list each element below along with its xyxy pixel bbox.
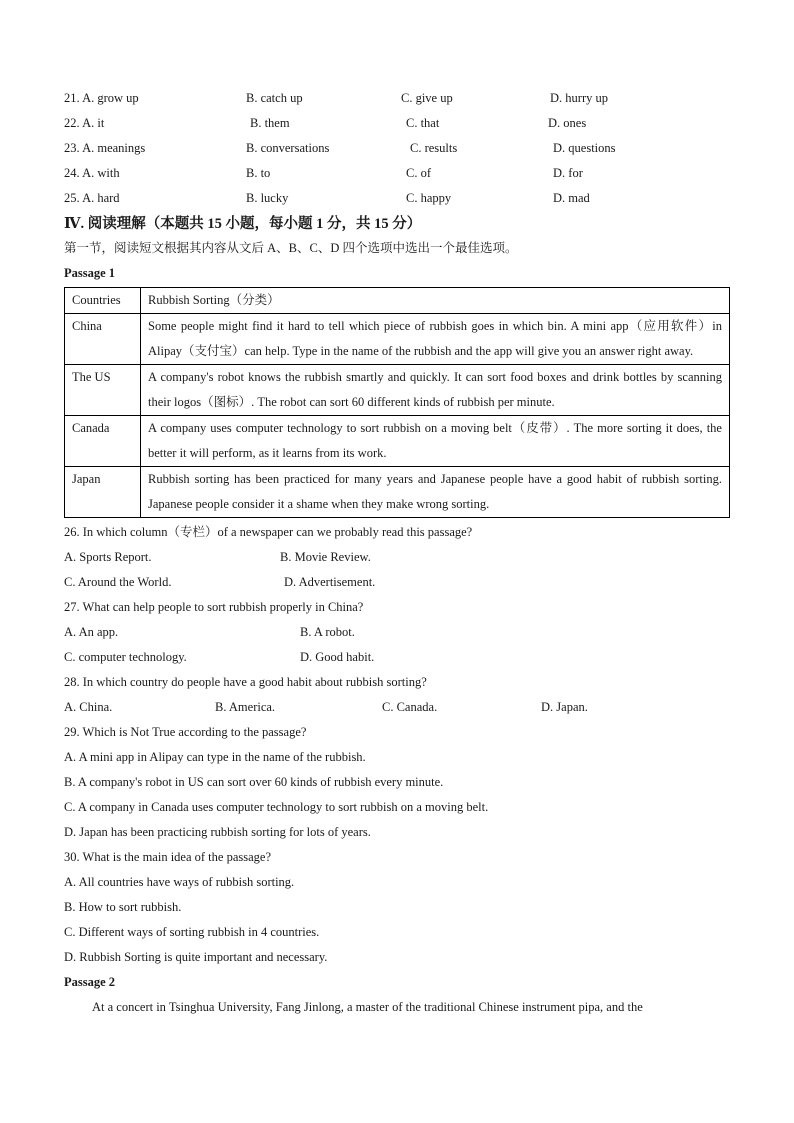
q29-option-c: C. A company in Canada uses computer technology to sort rubbish on a moving belt. — [64, 800, 489, 814]
q24-option-b: B. to — [246, 166, 271, 180]
question-21 — [64, 86, 730, 111]
q26-option-d: D. Advertisement. — [284, 575, 376, 589]
question-24 — [64, 161, 730, 186]
table-header-countries: Countries — [65, 288, 141, 314]
table-header-row — [65, 288, 730, 314]
question-28-stem: 28. In which country do people have a good habit about rubbish sorting? — [64, 675, 427, 689]
q27-option-d: D. Good habit. — [300, 650, 375, 664]
passage1-label: Passage 1 — [64, 266, 116, 280]
q28-option-a: A. China. — [64, 700, 113, 714]
question-27-stem: 27. What can help people to sort rubbish properly in China? — [64, 600, 364, 614]
question-25 — [64, 186, 730, 211]
q29-option-b: B. A company's robot in US can sort over 60 kinds of rubbish every minute. — [64, 775, 444, 789]
table-row — [65, 365, 730, 416]
q25-option-d: D. mad — [553, 191, 590, 205]
q26-option-a: A. Sports Report. — [64, 550, 152, 564]
q26-option-c: C. Around the World. — [64, 575, 172, 589]
rubbish-sorting-table — [64, 287, 730, 518]
table-cell-country: China — [65, 314, 141, 365]
question-28-options — [64, 695, 730, 720]
q24-option-c: C. of — [406, 166, 431, 180]
q25-option-c: C. happy — [406, 191, 452, 205]
question-23 — [64, 136, 730, 161]
section-title: Ⅳ. 阅读理解（本题共 15 小题，每小题 1 分，共 15 分） — [64, 216, 422, 232]
q30-option-b: B. How to sort rubbish. — [64, 900, 182, 914]
table-header-rubbish-sorting: Rubbish Sorting（分类） — [141, 288, 730, 314]
q28-option-d: D. Japan. — [541, 700, 588, 714]
table-row — [65, 467, 730, 518]
q30-option-d: D. Rubbish Sorting is quite important and necessary. — [64, 950, 328, 964]
q21-option-a: 21. A. grow up — [64, 91, 139, 105]
q21-option-d: D. hurry up — [550, 91, 608, 105]
q22-option-a: 22. A. it — [64, 116, 105, 130]
q28-option-b: B. America. — [215, 700, 276, 714]
question-27-options-ab — [64, 620, 730, 645]
passage2-text: At a concert in Tsinghua University, Fang Jinlong, a master of the traditional Chinese instrument pipa, and the — [92, 1000, 643, 1014]
q23-option-d: D. questions — [553, 141, 616, 155]
q25-option-a: 25. A. hard — [64, 191, 120, 205]
q24-option-d: D. for — [553, 166, 583, 180]
vocab-questions — [64, 86, 730, 211]
q23-option-a: 23. A. meanings — [64, 141, 146, 155]
q27-option-a: A. An app. — [64, 625, 119, 639]
q27-option-c: C. computer technology. — [64, 650, 187, 664]
q30-option-a: A. All countries have ways of rubbish sorting. — [64, 875, 295, 889]
table-row — [65, 416, 730, 467]
question-26-stem: 26. In which column（专栏）of a newspaper can we probably read this passage? — [64, 525, 473, 539]
q22-option-c: C. that — [406, 116, 440, 130]
q27-option-b: B. A robot. — [300, 625, 355, 639]
exam-page — [64, 86, 730, 1020]
table-cell-country: Canada — [65, 416, 141, 467]
q22-option-b: B. them — [250, 116, 290, 130]
q26-option-b: B. Movie Review. — [280, 550, 371, 564]
q29-option-a: A. A mini app in Alipay can type in the name of the rubbish. — [64, 750, 366, 764]
table-cell-text: Rubbish sorting has been practiced for many years and Japanese people have a good habit of rubbish sorting. Japanese people consider it a shame when they make wrong sorting. — [141, 467, 730, 518]
q21-option-c: C. give up — [401, 91, 453, 105]
table-cell-text: A company's robot knows the rubbish smartly and quickly. It can sort food boxes and drink bottles by scanning their logos（图标）. The robot can sort 60 different kinds of rubbish per minute. — [141, 365, 730, 416]
question-26-options-cd — [64, 570, 730, 595]
passage2-label: Passage 2 — [64, 975, 116, 989]
section-instruction: 第一节，阅读短文根据其内容从文后 A、B、C、D 四个选项中选出一个最佳选项。 — [64, 241, 518, 255]
q24-option-a: 24. A. with — [64, 166, 120, 180]
q30-option-c: C. Different ways of sorting rubbish in 4 countries. — [64, 925, 320, 939]
q23-option-c: C. results — [410, 141, 458, 155]
q21-option-b: B. catch up — [246, 91, 303, 105]
question-22 — [64, 111, 730, 136]
question-27-options-cd — [64, 645, 730, 670]
q22-option-d: D. ones — [548, 116, 587, 130]
q29-option-d: D. Japan has been practicing rubbish sorting for lots of years. — [64, 825, 371, 839]
table-cell-text: Some people might find it hard to tell which piece of rubbish goes in which bin. A mini app（应用软件）in Alipay（支付宝）can help. Type in the name of the rubbish and the app will give you an answer right away. — [141, 314, 730, 365]
table-cell-text: A company uses computer technology to sort rubbish on a moving belt（皮带）. The more sorting it does, the better it will perform, as it learns from its work. — [141, 416, 730, 467]
question-26-options-ab — [64, 545, 730, 570]
table-cell-country: Japan — [65, 467, 141, 518]
q23-option-b: B. conversations — [246, 141, 330, 155]
table-row — [65, 314, 730, 365]
q25-option-b: B. lucky — [246, 191, 289, 205]
table-cell-country: The US — [65, 365, 141, 416]
question-30-stem: 30. What is the main idea of the passage? — [64, 850, 271, 864]
question-29-stem: 29. Which is Not True according to the passage? — [64, 725, 307, 739]
q28-option-c: C. Canada. — [382, 700, 438, 714]
